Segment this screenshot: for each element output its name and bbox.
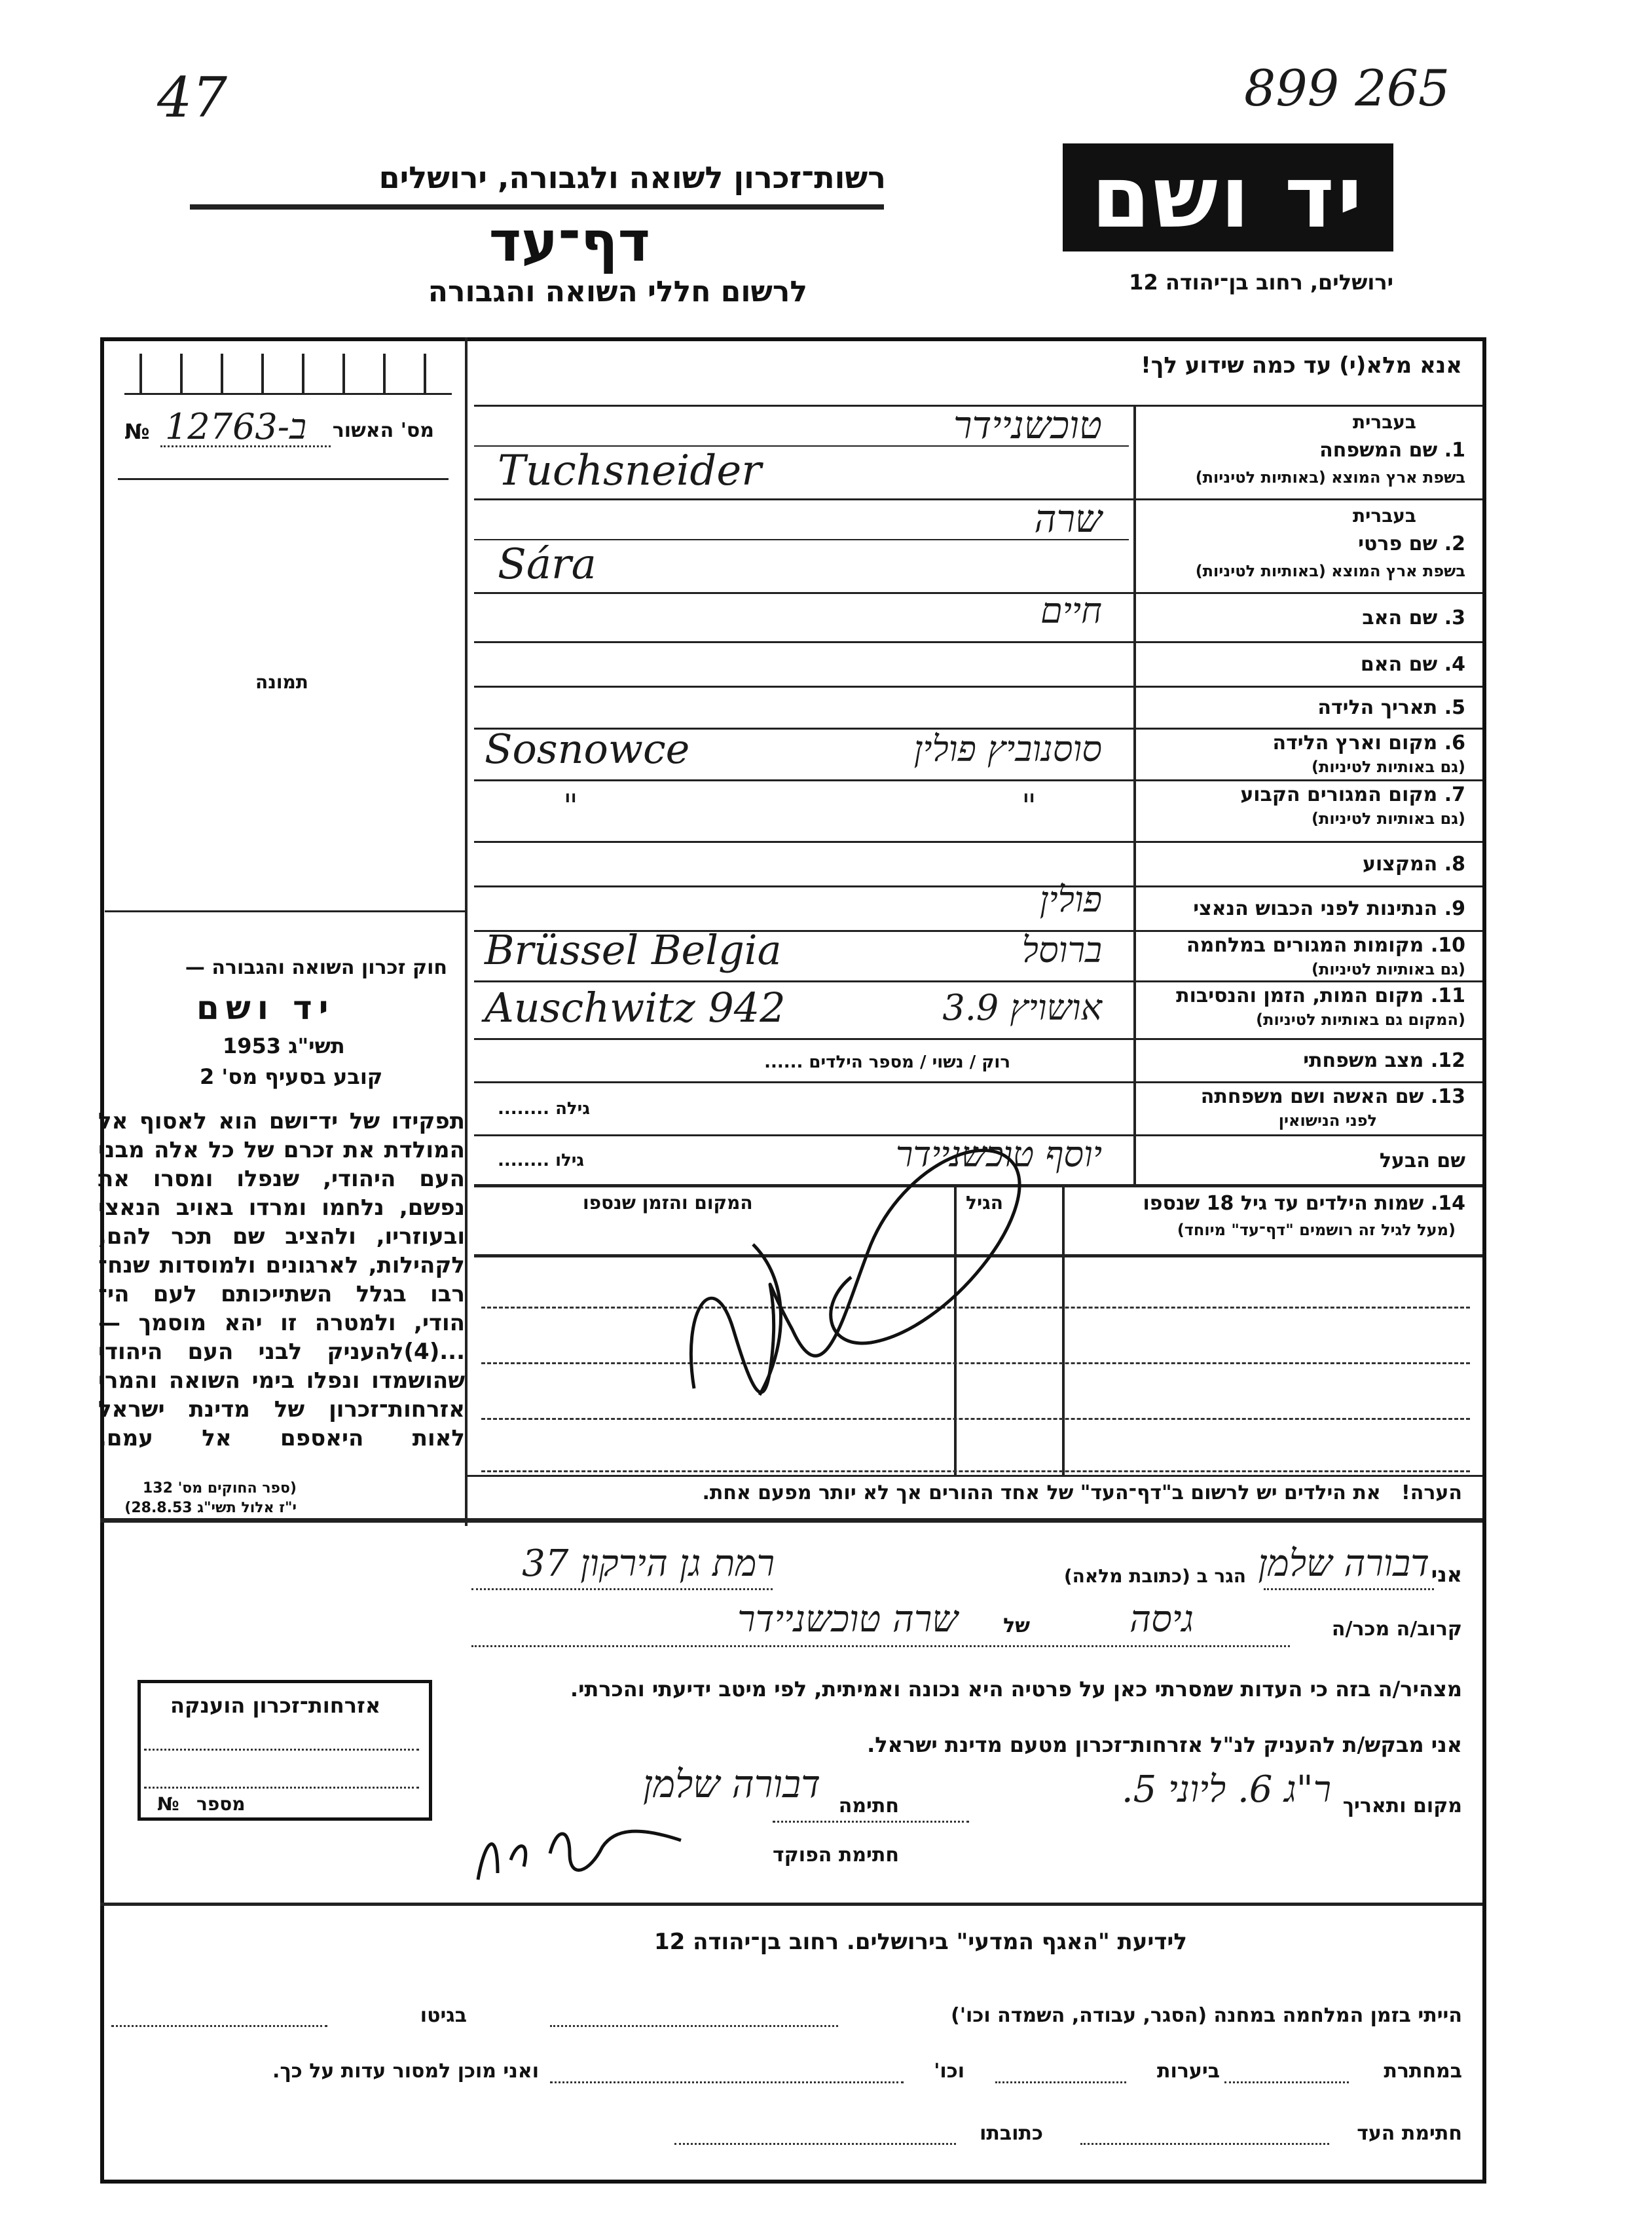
law-line: רבו בגלל השתייכותם לעם הי־ [98,1281,465,1307]
form-title: דף־עד [488,210,650,274]
value-hebrew[interactable]: שרה [1034,496,1102,541]
signature-scribble-icon [674,1113,1041,1428]
field-sub: (גם באותיות לטיניות) [1312,960,1465,978]
value-latin[interactable]: Auschwitz 942 [485,984,786,1032]
field-sub: בשפת ארץ המוצא (באותיות לטיניות) [1195,468,1465,487]
law-clause: קובע בסעיף מס' 2 [200,1064,383,1089]
info-title: לידיעת "האגף המדעי" בירושלים. רחוב בן־יהודה 12 [653,1929,1187,1955]
value-latin[interactable]: Tuchsneider [498,447,762,495]
citizenship-title: אזרחות־זכרון הוענקה [170,1693,381,1718]
official-signature-icon [471,1814,688,1886]
info-line2-underground: במחתרת [1384,2060,1462,2083]
approval-number[interactable]: 12763-ב [165,406,307,447]
field-label: מצב משפחתי [1303,1049,1424,1072]
value-latin[interactable]: Sosnowce [485,725,690,773]
law-line: הודי, ולמטרה זו יהא מוסמך — [98,1310,465,1336]
hebrew-tag: בעברית [1352,505,1416,527]
i-label: אני [1431,1562,1462,1587]
law-line: שהושמדו ונפלו בימי השואה והמרי [98,1367,465,1394]
page-number-handwritten: 47 [157,65,227,130]
citizenship-number-label: מספר [196,1793,246,1815]
witness-address-label: כתובתו [980,2122,1043,2145]
citizenship-no-sign: № [157,1793,179,1815]
value-hebrew[interactable]: סוסנוביץ פולין [913,728,1102,770]
field-value[interactable]: חיים [1040,590,1102,631]
instruction-text: אנא מלא(י) עד כמה שידוע לך! [1141,352,1462,379]
age-column-header: הגיל [966,1192,1003,1214]
note: הערה! את הילדים יש לרשום ב"דף־העד" של אחד ההורים אך לא יותר מפעם אחת. [702,1481,1462,1504]
declarant-address[interactable]: רמת גן הירקון 37 [522,1542,775,1585]
hebrew-tag: בעברית [1352,411,1416,433]
law-line: לאות היאספם אל עמם. [98,1425,465,1451]
field-label: תאריך הלידה [1317,696,1438,719]
field-label: הנתינות לפני הכבוש הנאצי [1193,897,1438,920]
field-label: שם האם [1360,653,1438,676]
signature-label: חתימה [838,1795,899,1817]
field-label: מקומות המגורים במלחמה [1186,934,1424,957]
law-source-1: (ספר החוקים מס' 132 [142,1480,297,1497]
form-subtitle: לרשום חללי השואה והגבורה [428,275,807,308]
children-label: 14. שמות הילדים עד גיל 18 שנספו [1143,1192,1465,1215]
field-value[interactable]: פולין [1039,879,1102,920]
field-sub: (המקום גם באותיות לטיניות) [1256,1011,1465,1029]
witness-signature-label: חתימת העד [1357,2122,1462,2145]
field-label: מקום המגורים הקבוע [1240,783,1438,806]
victim-name[interactable]: שרה טוכשניידר [737,1598,958,1641]
approval-label: מס' האשור [332,419,434,442]
law-source-2: י"ז אלול תשי"ג 28.8.53) [124,1500,297,1516]
field-value[interactable]: יוסף טוכשניידר [895,1134,1102,1175]
field-label: מקום וארץ הלידה [1272,732,1438,754]
law-title: חוק זכרון השואה והגבורה — [185,956,447,979]
address: ירושלים, רחוב בן־יהודה 12 [1129,270,1393,295]
header-underline [190,204,884,210]
age-label[interactable]: גילה ........ [498,1098,590,1119]
official-signature-label: חתימת הפוקד [773,1844,899,1867]
no-sign: № [124,419,150,444]
field-sub: בשפת ארץ המוצא (באותיות לטיניות) [1195,562,1465,580]
field-sub: (גם באותיות לטיניות) [1312,809,1465,828]
field-label: שם האשה ושם משפחתה [1200,1085,1424,1108]
value-latin[interactable]: Sára [498,540,597,589]
of-label: של [1003,1614,1030,1637]
law-line: תפקידו של יד־ושם הוא לאסוף אל [98,1108,465,1134]
ditto-mark: " [1021,787,1037,825]
law-year: תשי"ג 1953 [223,1033,345,1058]
field-sub: (גם באותיות לטיניות) [1312,758,1465,776]
ditto-mark: " [563,787,578,825]
marital-options[interactable]: רוק / נשוי / מספר הילדים ...... [764,1052,1010,1072]
relation-label: קרוב/ה מכר/ה [1331,1618,1462,1641]
info-line2-forests: ביערות [1157,2060,1220,2083]
age-label[interactable]: גילו ........ [498,1150,584,1170]
law-line: לקהילות, לארגונים ולמוסדות שנח־ [98,1252,465,1278]
field-label: המקצוע [1362,853,1438,876]
info-line2-etc: וכו' [934,2060,964,2083]
law-name: יד ושם [196,989,335,1027]
request: אני מבקש/ת להעניק לנ"ל אזרחות־זכרון מטעם מדינת ישראל. [867,1732,1462,1757]
declarant-signature[interactable]: דבורה שלמן [643,1762,820,1806]
info-line1-camp: הייתי בזמן המלחמה במחנה (הסגר, עבודה, השמדה וכו') [951,2004,1462,2027]
law-line: אזרחות־זכרון של מדינת ישראל [98,1396,465,1423]
field-label: שם האב [1362,606,1438,629]
value-hebrew[interactable]: ברוסל [1021,929,1102,971]
relation-value[interactable]: גיסה [1129,1598,1194,1641]
field-label: מקום המות, הזמן והנסיבות [1176,984,1424,1007]
field-label: שם פרטי [1358,532,1438,555]
law-line: נפשם, נלחמו ומרדו באויב הנאצי [98,1195,465,1221]
place-date-label: מקום ותאריך [1342,1795,1462,1817]
info-line1-ghetto: בגיטו [420,2004,467,2027]
place-date-value[interactable]: ר"ג 6. ליוני 5. [1121,1768,1331,1811]
field-label: שם המשפחה [1319,439,1438,462]
law-line: ...(4)להעניק לבני העם היהודי [98,1339,465,1365]
declarant-name[interactable]: דבורה שלמן [1258,1542,1429,1585]
photo-label: תמונה [255,671,308,693]
children-sub: (מעל לגיל זה רושמים "דף־עד" מיוחד) [1177,1221,1456,1239]
yad-vashem-logo: יד ושם [1063,143,1393,251]
law-line: המולדת את זכרם של כל אלה מבני [98,1137,465,1163]
record-number-handwritten: 899 265 [1244,59,1450,117]
value-hebrew[interactable]: טוכשניידר [953,403,1102,447]
info-line2-willing: ואני מוכן למסור עדות על כך. [272,2060,539,2083]
value-hebrew[interactable]: אושויץ 3.9 [942,987,1102,1028]
value-latin[interactable]: Brüssel Belgia [485,926,782,974]
field-label: שם הבעל [1379,1149,1465,1172]
field-sub: לפני הנישואין [1278,1111,1377,1130]
place-column-header: המקום והזמן שנספו [583,1192,753,1214]
label-column-divider [1133,406,1136,1185]
law-line: ובעוזריו, ולהציב שם תכר להם, [98,1223,465,1250]
resides-label: הגר ב (כתובת מלאה) [1063,1565,1246,1587]
left-column-divider [465,337,468,1526]
authority-name: רשות־זכרון לשואה ולגבורה, ירושלים [378,160,886,195]
statement: מצהיר/ה בזה כי העדות שמסרתי כאן על פרטיה היא נכונה ואמיתית, לפי מיטב ידיעתי והכרתי. [570,1677,1462,1702]
law-line: העם היהודי, שנפלו ומסרו את [98,1166,465,1192]
